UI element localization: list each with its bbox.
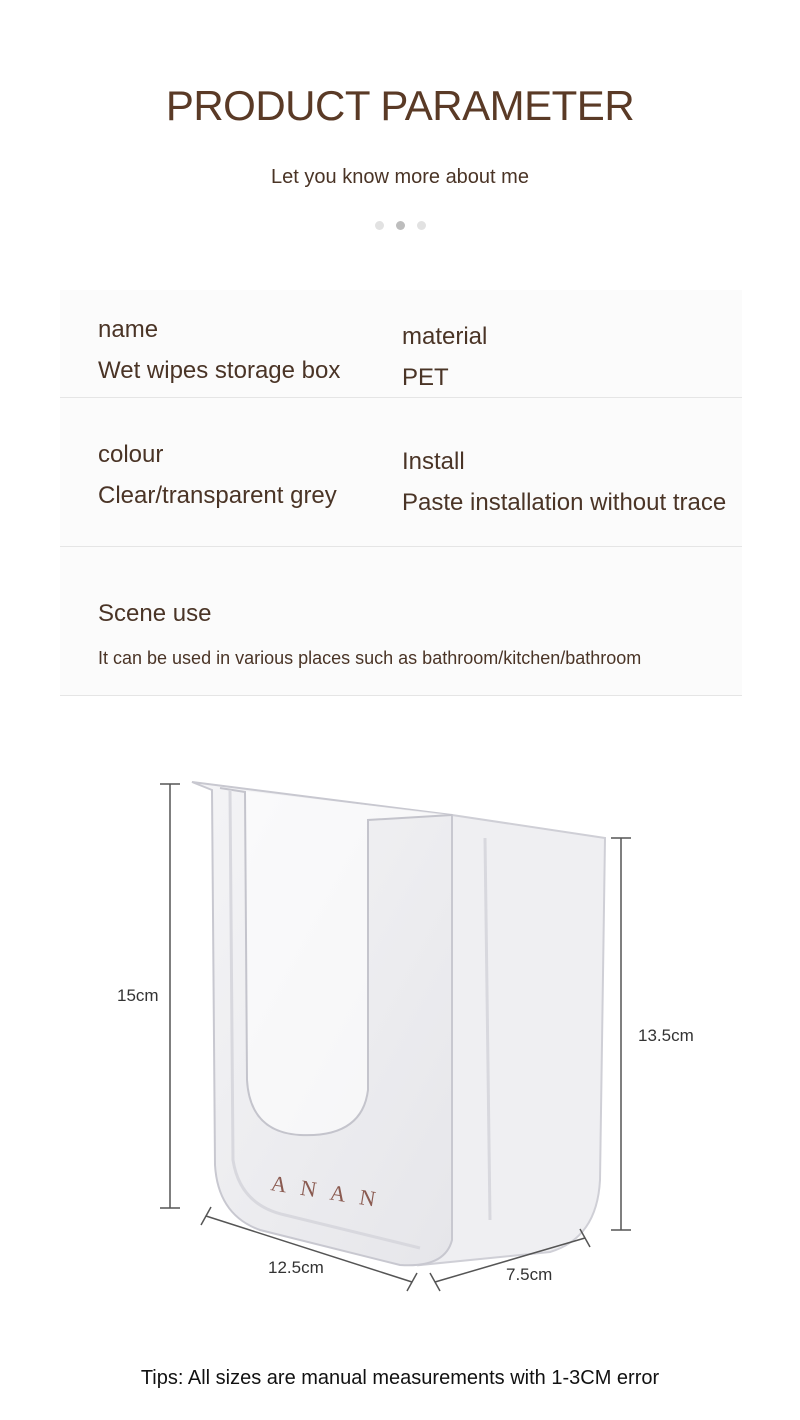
- install-label: Install: [402, 448, 465, 475]
- height-left-label: 15cm: [117, 986, 159, 1005]
- row-divider-3: [60, 695, 742, 696]
- carousel-dots: [0, 221, 800, 230]
- page-subtitle: Let you know more about me: [271, 166, 529, 188]
- depth-label: 7.5cm: [506, 1265, 553, 1284]
- name-value: Wet wipes storage box: [98, 357, 341, 384]
- colour-label: colour: [98, 441, 164, 468]
- page-title: PRODUCT PARAMETER: [165, 82, 635, 129]
- scene-use-value: It can be used in various places such as bathroom/kitchen/bathroom: [98, 648, 642, 668]
- material-value: PET: [402, 364, 449, 391]
- row-divider-1: [60, 397, 742, 398]
- material-label: material: [402, 323, 488, 350]
- product-illustration: [100, 760, 720, 1300]
- install-value: Paste installation without trace: [402, 489, 727, 516]
- scene-use-label: Scene use: [98, 600, 212, 627]
- product-dimension-diagram: [100, 760, 720, 1300]
- carousel-dot-2[interactable]: [396, 221, 405, 230]
- colour-value: Clear/transparent grey: [98, 482, 337, 509]
- product-logo: ANAN: [269, 1170, 392, 1214]
- carousel-dot-1[interactable]: [375, 221, 384, 230]
- name-label: name: [98, 316, 159, 343]
- width-label: 12.5cm: [268, 1258, 324, 1277]
- tips-note: Tips: All sizes are manual measurements with 1-3CM error: [140, 1367, 660, 1389]
- row-divider-2: [60, 546, 742, 547]
- carousel-dot-3[interactable]: [417, 221, 426, 230]
- height-right-label: 13.5cm: [638, 1026, 694, 1045]
